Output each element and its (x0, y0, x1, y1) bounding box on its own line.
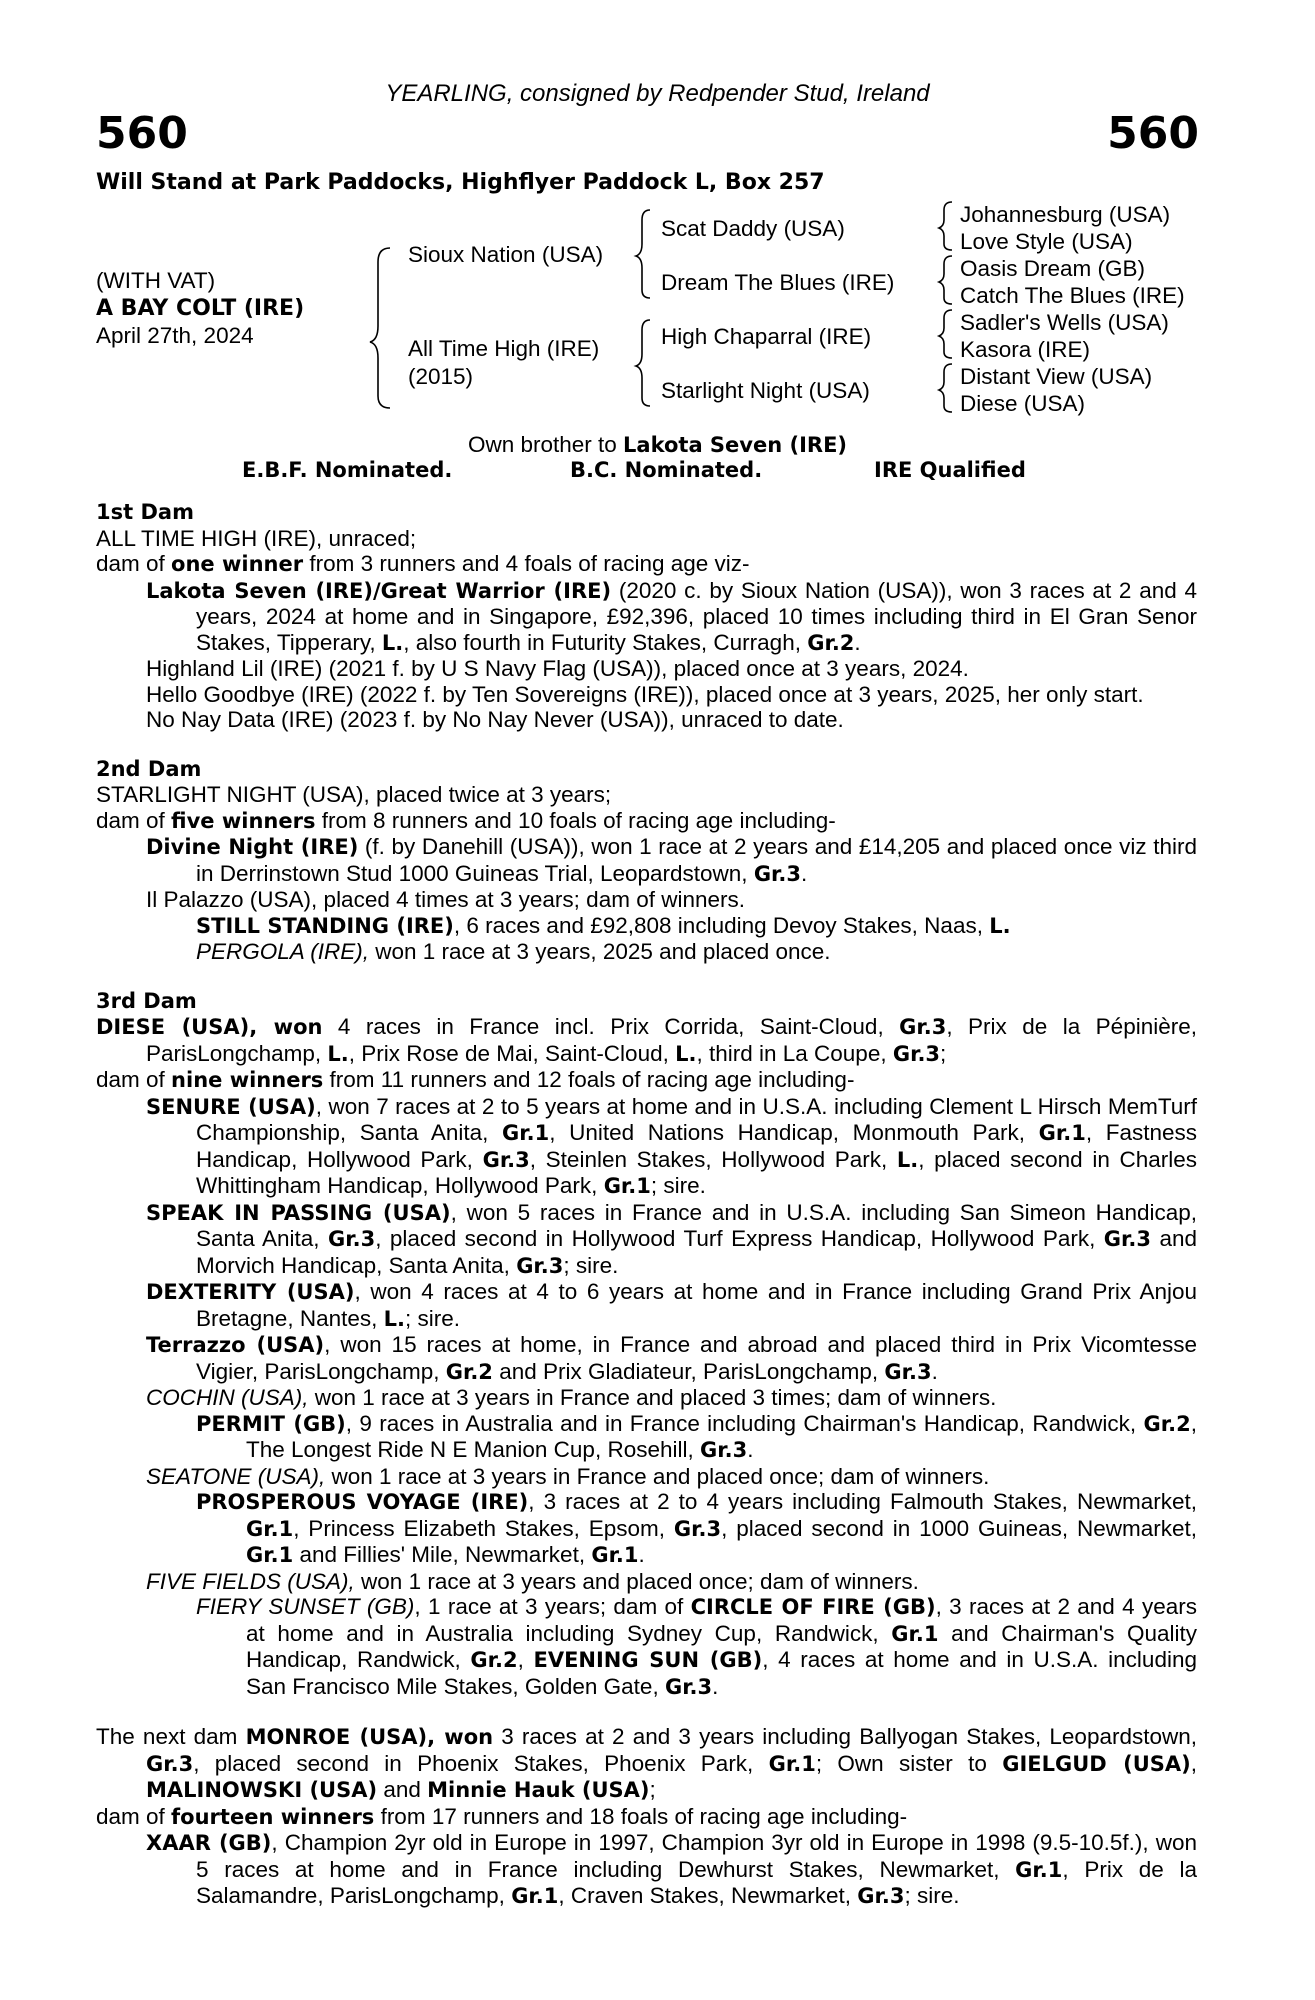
stabling-location: Will Stand at Park Paddocks, Highflyer Paddock L, Box 257 (96, 170, 825, 195)
g3-ancestor: Distant View (USA) (960, 364, 1153, 389)
sire-name: Sioux Nation (USA) (408, 242, 604, 267)
grand-produce-entry: FIERY SUNSET (GB), 1 race at 3 years; dam of CIRCLE OF FIRE (GB), 3 races at 2 and 4 years at home and in Australia including Sydney Cup, Randwick, Gr.1 and Chairman's Quality Handicap, Randwick, Gr.2, EVENING SUN (GB), 4 races at home and in U.S.A. including San Francisco Mile Stakes, Golden Gate, Gr.3. (196, 1594, 1197, 1699)
third-dam-line: DIESE (USA), won 4 races in France incl. Prix Corrida, Saint-Cloud, Gr.3, Prix de la Pépinière, ParisLongchamp, L., Prix Rose de Mai, Saint-Cloud, L., third in La Coupe, Gr.3; (96, 1014, 1197, 1066)
second-dam-produce-summary: dam of five winners from 8 runners and 10 foals of racing age including- (96, 807, 836, 833)
third-dam-produce-summary: dam of nine winners from 11 runners and 12 foals of racing age including- (96, 1067, 855, 1092)
first-dam-heading: 1st Dam (96, 500, 194, 524)
g3-ancestor: Kasora (IRE) (960, 337, 1091, 362)
lot-number-right: 560 (1107, 108, 1199, 159)
produce-entry: SPEAK IN PASSING (USA), won 5 races in France and in U.S.A. including San Simeon Handicap, Santa Anita, Gr.3, placed second in Hollywood Turf Express Handicap, Hollywood Park, Gr.3 and Morvich Handicap, Santa Anita, Gr.3; sire. (146, 1199, 1197, 1278)
vat-note: (WITH VAT) (96, 268, 216, 293)
grand-produce-entry: STILL STANDING (IRE), 6 races and £92,808 including Devoy Stakes, Naas, L. (196, 912, 1011, 938)
grand-produce-entry: PERMIT (GB), 9 races in Australia and in France including Chairman's Handicap, Randwick, Gr.2, The Longest Ride N E Manion Cup, Rosehill, Gr.3. (196, 1410, 1197, 1462)
second-dam-heading: 2nd Dam (96, 756, 202, 781)
produce-entry: Il Palazzo (USA), placed 4 times at 3 years; dam of winners. (146, 887, 745, 912)
own-brother-note: Own brother to Lakota Seven (IRE) (467, 432, 848, 457)
grand-produce-entry: PERGOLA (IRE), won 1 race at 3 years, 2025 and placed once. (196, 939, 831, 964)
produce-entry: SEATONE (USA), won 1 race at 3 years in France and placed once; dam of winners. (146, 1463, 990, 1489)
g3-ancestor: Diese (USA) (960, 391, 1086, 416)
produce-entry: Hello Goodbye (IRE) (2022 f. by Ten Sovereigns (IRE)), placed once at 3 years, 2025, her only start. (146, 681, 1144, 707)
bc-nomination: B.C. Nominated. (570, 458, 763, 482)
g3-ancestor: Oasis Dream (GB) (960, 256, 1146, 281)
g3-ancestor: Johannesburg (USA) (960, 202, 1171, 227)
catalogue-body (96, 500, 1197, 1910)
produce-entry: No Nay Data (IRE) (2023 f. by No Nay Never (USA)), unraced to date. (146, 707, 844, 732)
produce-entry: XAAR (GB), Champion 2yr old in Europe in 1997, Champion 3yr old in Europe in 1998 (9.5-10.5f.), won 5 races at home and in France including Dewhurst Stakes, Newmarket, Gr.1, Prix de la Salamandre, ParisLongchamp, Gr.1, Craven Stakes, Newmarket, Gr.3; sire. (146, 1830, 1197, 1908)
produce-entry: COCHIN (USA), won 1 race at 3 years in France and placed 3 times; dam of winners. (146, 1385, 997, 1410)
sale-subtitle: YEARLING, consigned by Redpender Stud, Ireland (385, 80, 930, 107)
dam-dam-name: Starlight Night (USA) (661, 378, 870, 403)
produce-entry: Highland Lil (IRE) (2021 f. by U S Navy Flag (USA)), placed once at 3 years, 2024. (146, 656, 969, 681)
ebf-nomination: E.B.F. Nominated. (242, 458, 453, 482)
next-dam-produce-summary: dam of fourteen winners from 17 runners and 18 foals of racing age including- (96, 1803, 908, 1829)
next-dam-line: The next dam MONROE (USA), won 3 races at 2 and 3 years including Ballyogan Stakes, Leopardstown, Gr.3, placed second in Phoenix Stakes, Phoenix Park, Gr.1; Own sister to GIELGUD (USA), MALINOWSKI (USA) and Minnie Hauk (USA); (96, 1724, 1198, 1802)
third-dam-heading: 3rd Dam (96, 988, 197, 1013)
g3-ancestor: Catch The Blues (IRE) (960, 283, 1185, 308)
foaling-date: April 27th, 2024 (96, 323, 254, 348)
horse-name: A BAY COLT (IRE) (96, 296, 305, 321)
first-dam-produce-summary: dam of one winner from 3 runners and 4 foals of racing age viz- (96, 551, 750, 576)
produce-entry: SENURE (USA), won 7 races at 2 to 5 years at home and in U.S.A. including Clement L Hirsch MemTurf Championship, Santa Anita, Gr.1, United Nations Handicap, Monmouth Park, Gr.1, Fastness Handicap, Hollywood Park, Gr.3, Steinlen Stakes, Hollywood Park, L., placed second in Charles Whittingham Handicap, Hollywood Park, Gr.1; sire. (146, 1093, 1198, 1198)
lot-number-left: 560 (96, 108, 188, 159)
produce-entry: FIVE FIELDS (USA), won 1 race at 3 years and placed once; dam of winners. (146, 1568, 919, 1594)
g3-ancestor: Love Style (USA) (960, 229, 1133, 254)
dam-name: All Time High (IRE) (408, 336, 600, 361)
produce-entry: Divine Night (IRE) (f. by Danehill (USA)), won 1 race at 2 years and £14,205 and placed once viz third in Derrinstown Stud 1000 Guineas Trial, Leopardstown, Gr.3. (146, 834, 1197, 886)
sire-sire-name: Scat Daddy (USA) (661, 216, 845, 241)
produce-entry: Terrazzo (USA), won 15 races at home, in France and abroad and placed third in Prix Vicomtesse Vigier, ParisLongchamp, Gr.2 and Prix Gladiateur, ParisLongchamp, Gr.3. (146, 1332, 1197, 1384)
grand-produce-entry: PROSPEROUS VOYAGE (IRE), 3 races at 2 to 4 years including Falmouth Stakes, Newmarket, Gr.1, Princess Elizabeth Stakes, Epsom, Gr.3, placed second in 1000 Guineas, Newmarket, Gr.1 and Fillies' Mile, Newmarket, Gr.1. (196, 1489, 1197, 1567)
dam-year: (2015) (408, 364, 474, 389)
sire-dam-name: Dream The Blues (IRE) (661, 270, 895, 295)
ire-qualified: IRE Qualified (874, 458, 1026, 482)
produce-entry: Lakota Seven (IRE)/Great Warrior (IRE) (2020 c. by Sioux Nation (USA)), won 3 races at 2 and 4 years, 2024 at home and in Singapore, £92,396, placed 10 times including third in El Gran Senor Stakes, Tipperary, L., also fourth in Futurity Stakes, Curragh, Gr.2. (146, 577, 1197, 655)
g3-ancestor: Sadler's Wells (USA) (960, 310, 1169, 335)
first-dam-line: ALL TIME HIGH (IRE), unraced; (96, 525, 417, 551)
dam-sire-name: High Chaparral (IRE) (661, 324, 872, 349)
produce-entry: DEXTERITY (USA), won 4 races at 4 to 6 years at home and in France including Grand Prix Anjou Bretagne, Nantes, L.; sire. (146, 1279, 1197, 1331)
second-dam-line: STARLIGHT NIGHT (USA), placed twice at 3 years; (96, 782, 612, 807)
